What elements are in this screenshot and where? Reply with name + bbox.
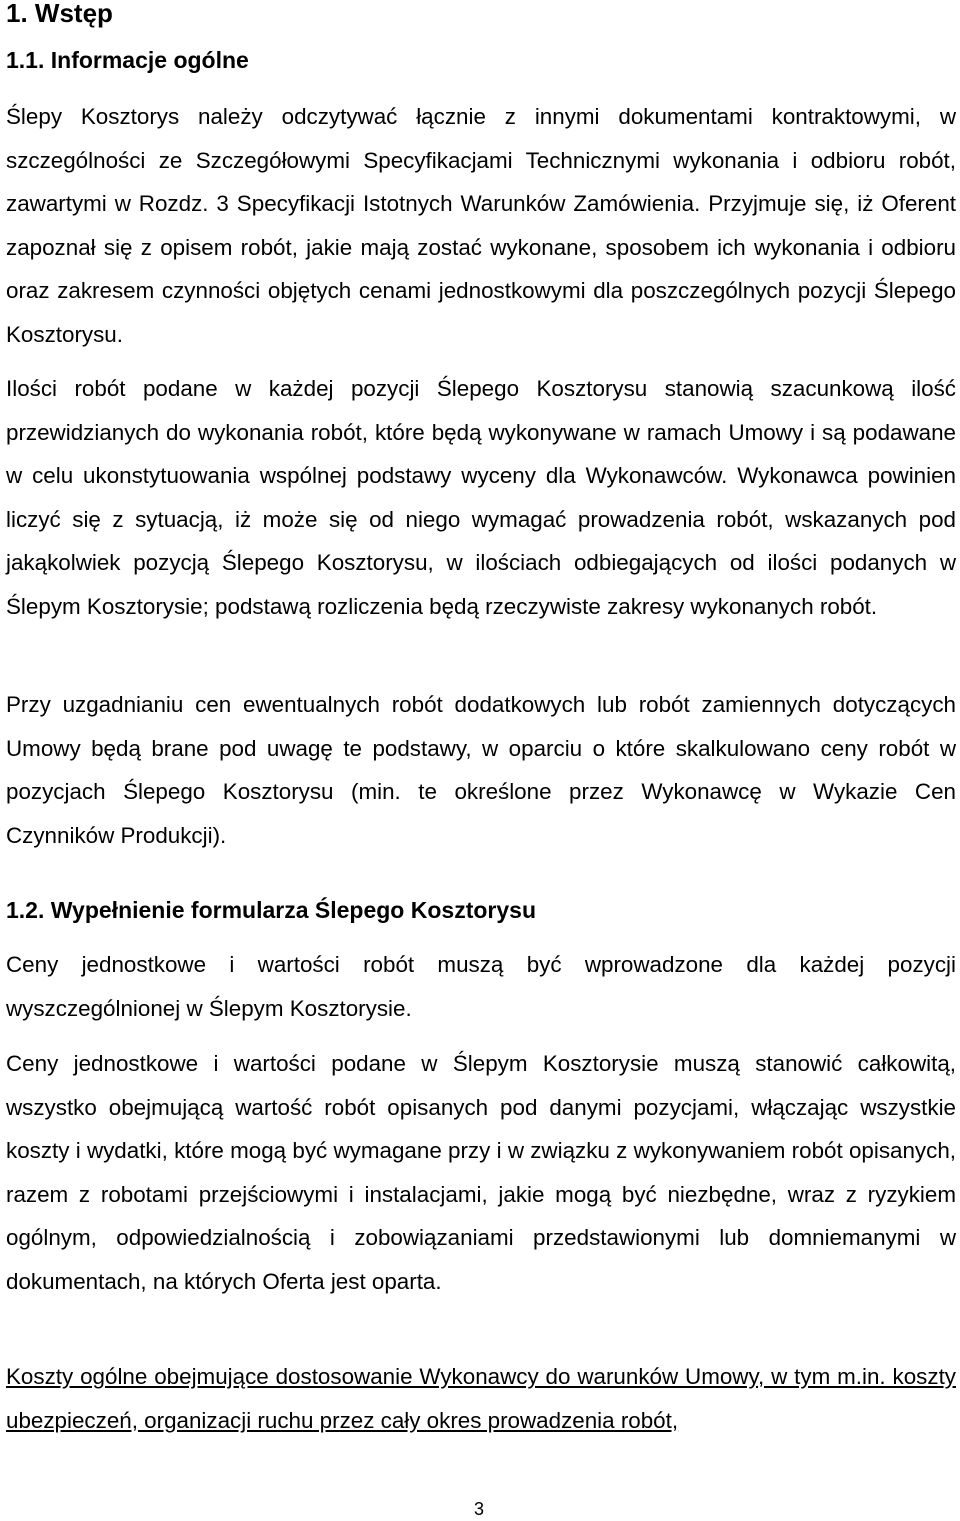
section-heading-filling-form: 1.2. Wypełnienie formularza Ślepego Kosztorysu	[6, 897, 536, 923]
chapter-heading: 1. Wstęp	[6, 0, 113, 28]
paragraph-additional-works-pricing: Przy uzgadnianiu cen ewentualnych robót dodatkowych lub robót zamiennych dotyczących Umowy będą brane pod uwagę te podstawy, w oparciu o które skalkulowano ceny robót w pozycjach Ślepego Kosztorysu (min. te określone przez Wykonawcę w Wykazie Cen Czynników Produkcji).	[6, 692, 956, 848]
paragraph-overhead-costs: Koszty ogólne obejmujące dostosowanie Wykonawcy do warunków Umowy, w tym m.in. koszty ubezpieczeń, organizacji ruchu przez cały okres prowadzenia robót,	[6, 1364, 956, 1433]
page-number: 3	[474, 1499, 485, 1519]
paragraph-unit-prices-inclusive: Ceny jednostkowe i wartości podane w Ślepym Kosztorysie muszą stanowić całkowitą, wszystko obejmującą wartość robót opisanych pod danymi pozycjami, włączając wszystkie koszty i wydatki, które mogą być wymagane przy i w związku z wykonywaniem robót opisanych, razem z robotami przejściowymi i instalacjami, jakie mogą być niezbędne, wraz z ryzykiem ogólnym, odpowiedzialnością i zobowiązaniami przedstawionymi lub domniemanymi w dokumentach, na których Oferta jest oparta.	[6, 1051, 956, 1294]
paragraph-scope-and-documents: Ślepy Kosztorys należy odczytywać łącznie z innymi dokumentami kontraktowymi, w szczególności ze Szczegółowymi Specyfikacjami Technicznymi wykonania i odbioru robót, zawartymi w Rozdz. 3 Specyfikacji Istotnych Warunków Zamówienia. Przyjmuje się, iż Oferent zapoznał się z opisem robót, jakie mają zostać wykonane, sposobem ich wykonania i odbioru oraz zakresem czynności objętych cenami jednostkowymi dla poszczególnych pozycji Ślepego Kosztorysu.	[6, 104, 956, 347]
section-heading-general-information: 1.1. Informacje ogólne	[6, 47, 249, 73]
paragraph-estimated-quantities: Ilości robót podane w każdej pozycji Ślepego Kosztorysu stanowią szacunkową ilość przewidzianych do wykonania robót, które będą wykonywane w ramach Umowy i są podawane w celu ukonstytuowania wspólnej podstawy wyceny dla Wykonawców. Wykonawca powinien liczyć się z sytuacją, iż może się od niego wymagać prowadzenia robót, wskazanych pod jakąkolwiek pozycją Ślepego Kosztorysu, w ilościach odbiegających od ilości podanych w Ślepym Kosztorysie; podstawą rozliczenia będą rzeczywiste zakresy wykonanych robót.	[6, 376, 956, 619]
paragraph-unit-prices-required: Ceny jednostkowe i wartości robót muszą być wprowadzone dla każdej pozycji wyszczególnionej w Ślepym Kosztorysie.	[6, 952, 956, 1021]
